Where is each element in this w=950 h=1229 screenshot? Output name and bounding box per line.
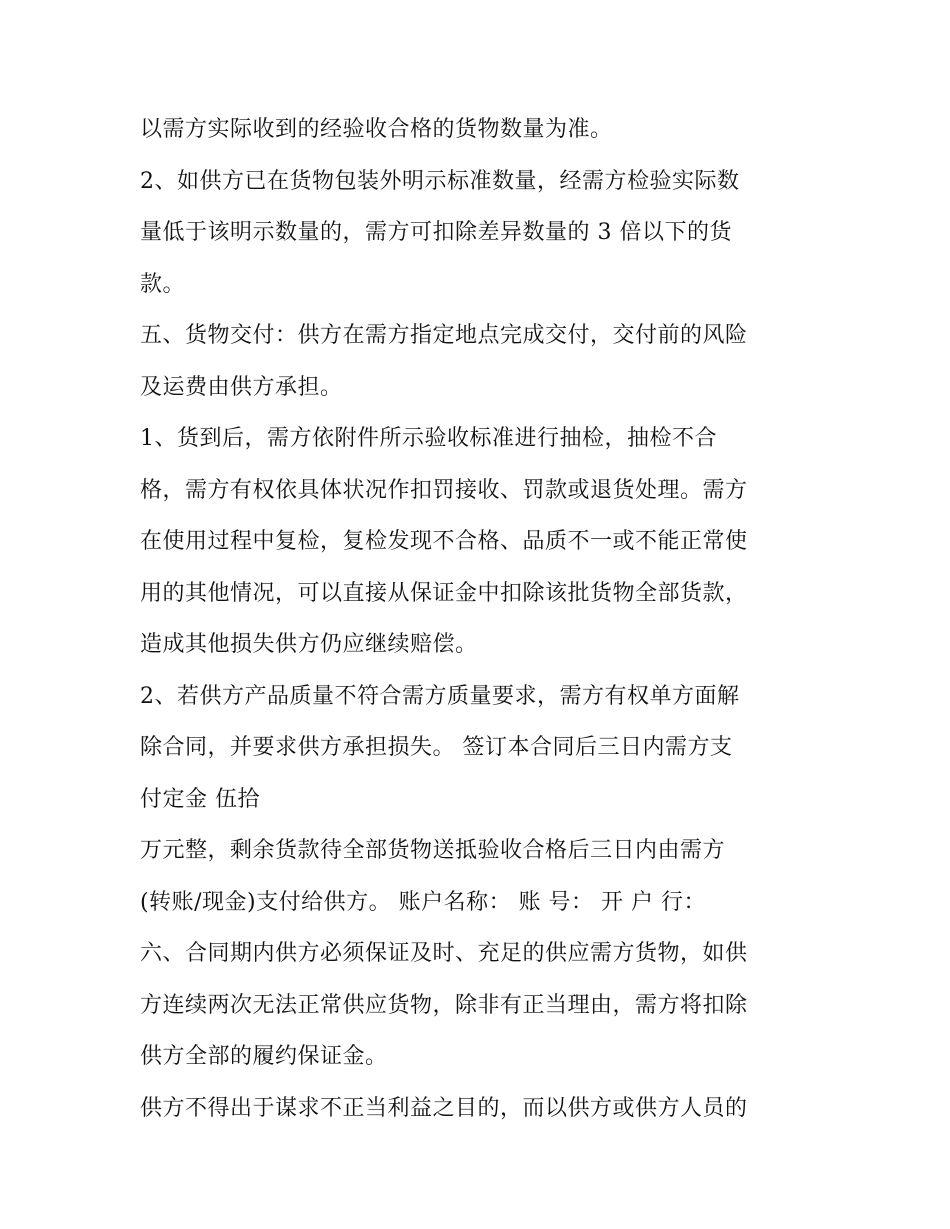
text-line: 2、若供方产品质量不符合需方质量要求，需方有权单方面解 [140, 683, 740, 709]
text-line: 五、货物交付：供方在需方指定地点完成交付，交付前的风险 [140, 323, 748, 348]
text-line: 以需方实际收到的经验收合格的货物数量为准。 [140, 117, 613, 142]
text-line: (转账/现金)支付给供方。 账户名称： 账 号： 开 户 行： [140, 889, 707, 915]
text-line: 供方全部的履约保证金。 [140, 1044, 388, 1069]
text-line: 在使用过程中复检，复检发现不合格、品质不一或不能正常使 [140, 529, 748, 554]
document-body [140, 108, 820, 1138]
text-line: 万元整，剩余货款待全部货物送抵验收合格后三日内由需方 [140, 838, 726, 863]
text-line: 2、如供方已在货物包装外明示标准数量，经需方检验实际数 [140, 168, 740, 194]
text-line: 方连续两次无法正常供应货物，除非有正当理由，需方将扣除 [140, 992, 748, 1018]
text-line: 1、货到后，需方依附件所示验收标准进行抽检，抽检不合 [140, 426, 717, 451]
text-line: 造成其他损失供方仍应继续赔偿。 [140, 632, 478, 657]
text-line: 量低于该明示数量的，需方可扣除差异数量的 3 倍以下的货 [140, 220, 732, 245]
text-line: 及运费由供方承担。 [140, 374, 343, 400]
text-line: 格，需方有权依具体状况作扣罚接收、罚款或退货处理。需方 [140, 477, 748, 503]
text-line: 用的其他情况，可以直接从保证金中扣除该批货物全部货款， [140, 580, 748, 606]
text-line: 付定金 伍拾 [140, 786, 260, 812]
text-line: 除合同，并要求供方承担损失。 签订本合同后三日内需方支 [140, 735, 733, 760]
text-line: 六、合同期内供方必须保证及时、充足的供应需方货物，如供 [140, 941, 748, 966]
text-line: 供方不得出于谋求不正当利益之目的，而以供方或供方人员的 [140, 1095, 748, 1121]
text-line: 款。 [140, 271, 186, 297]
